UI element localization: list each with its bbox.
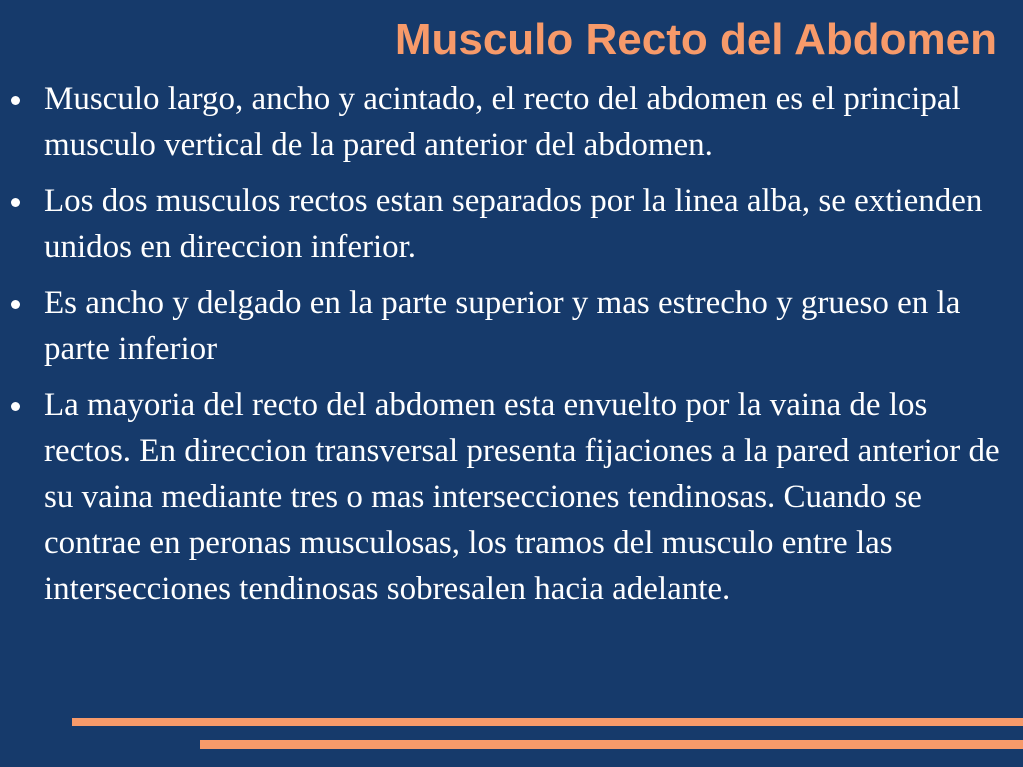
decorative-line-top (72, 718, 1023, 726)
bullet-dot-icon (11, 300, 20, 309)
slide-title: Musculo Recto del Abdomen (394, 15, 997, 64)
bullet-text: La mayoria del recto del abdomen esta envuelto por la vaina de los rectos. En direccion transversal presenta fijaciones a la pared anterior de su vaina mediante tres o mas intersecciones tendinosas. Cuando se contrae en peronas musculosas, los tramos del musculo entre las intersecciones tendinosas sobresalen hacia adelante. (44, 387, 1000, 607)
bullet-item (0, 178, 1010, 270)
bullet-item (0, 76, 1010, 168)
decorative-line-bottom (200, 740, 1023, 749)
bullet-dot-icon (11, 402, 20, 411)
bullet-dot-icon (11, 198, 20, 207)
bullet-item (0, 382, 1010, 612)
bullet-dot-icon (11, 96, 20, 105)
bullet-text: Es ancho y delgado en la parte superior y mas estrecho y grueso en la parte inferior (44, 285, 961, 367)
bullet-list (0, 76, 1010, 622)
bullet-text: Los dos musculos rectos estan separados por la linea alba, se extienden unidos en direccion inferior. (44, 183, 983, 265)
bullet-item (0, 280, 1010, 372)
bullet-text: Musculo largo, ancho y acintado, el recto del abdomen es el principal musculo vertical de la pared anterior del abdomen. (44, 81, 961, 163)
